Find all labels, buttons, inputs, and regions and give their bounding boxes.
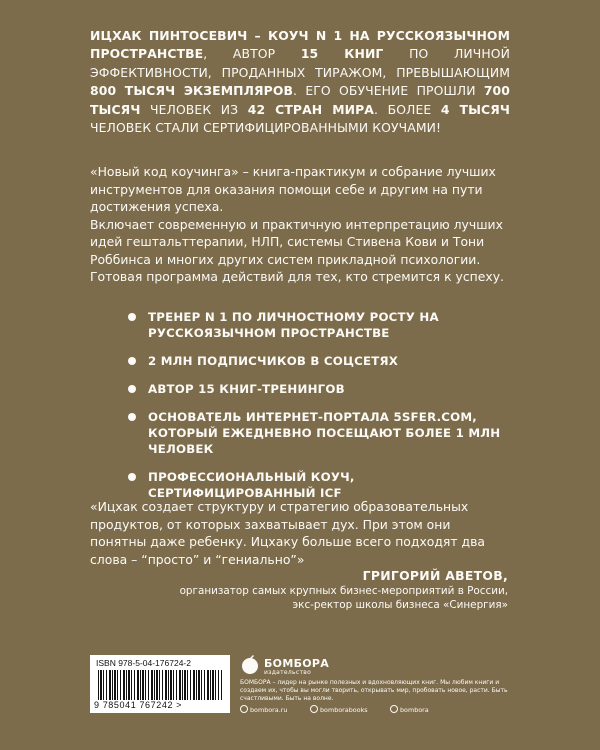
barcode <box>90 655 230 713</box>
publisher-slogan: БОМБОРА – лидер на рынке полезных и вдохновляющих книг. Мы любим книги и создаем их, чтобы вы могли творить, открывать мир, пробовать новое, расти. Быть счастливыми. Быть на волне. <box>240 679 508 702</box>
bio-text: . БОЛЕЕ <box>373 101 441 117</box>
barcode-bars <box>98 670 222 700</box>
bio-text: ЧЕЛОВЕК СТАЛИ СЕРТИФИЦИРОВАННЫМИ КОУЧАМИ! <box>90 120 442 136</box>
publisher-subtitle: издательство <box>264 669 312 676</box>
bio-text: . ЕГО ОБУЧЕНИЕ ПРОШЛИ <box>293 83 484 99</box>
publisher-name: БОМБОРА <box>264 657 330 670</box>
achievement-item <box>128 353 508 369</box>
achievement-text: ОСНОВАТЕЛЬ ИНТЕРНЕТ-ПОРТАЛА 5SFER.COM, КОТОРЫЙ ЕЖЕДНЕВНО ПОСЕЩАЮТ БОЛЕЕ 1 МЛН ЧЕЛОВЕК <box>148 410 501 456</box>
social-link-site[interactable] <box>240 705 287 714</box>
barcode-number: 9 785041 767242 > <box>94 700 183 710</box>
social-link-vk[interactable] <box>390 705 429 714</box>
social-link-instagram[interactable] <box>310 705 368 714</box>
testimonial-role <box>148 585 508 612</box>
testimonial-quote: «Ицхак создает структуру и стратегию образовательных продуктов, от которых захватывает дух. При этом они понятны даже ребенку. Ицхаку больше всего подходят два слова – “просто” и “гениально”» <box>90 499 486 567</box>
testimonial-author: ГРИГОРИЙ АВЕТОВ, <box>362 568 508 583</box>
achievement-text: АВТОР 15 КНИГ-ТРЕНИНГОВ <box>148 382 345 396</box>
achievement-text: ТРЕНЕР N 1 ПО ЛИЧНОСТНОМУ РОСТУ НА РУССКОЯЗЫЧНОМ ПРОСТРАНСТВЕ <box>148 310 439 340</box>
achievements-list <box>128 309 508 513</box>
bullet-dot-icon <box>128 385 136 393</box>
bio-highlight: ИЦХАК ПИНТОСЕВИЧ – КОУЧ N 1 НА РУССКОЯЗЫЧНОМ ПРОСТРАНСТВЕ <box>90 28 510 62</box>
bullet-dot-icon <box>128 413 136 421</box>
achievement-item <box>128 381 508 397</box>
bio-highlight: 4 ТЫСЯЧ <box>440 101 510 117</box>
role-line: организатор самых крупных бизнес-мероприятий в России, <box>179 585 508 597</box>
achievement-item <box>128 309 508 341</box>
instagram-icon <box>310 705 318 713</box>
achievement-item <box>128 469 508 501</box>
bio-text: ПО ЛИЧНОЙ ЭФФЕКТИВНОСТИ, ПРОДАННЫХ ТИРАЖОМ, ПРЕВЫШАЮЩИМ <box>90 46 510 80</box>
publisher-block <box>240 655 510 713</box>
bullet-dot-icon <box>128 313 136 321</box>
social-label: bomborabooks <box>320 706 368 714</box>
globe-icon <box>240 705 248 713</box>
vk-icon <box>390 705 398 713</box>
achievement-text: 2 МЛН ПОДПИСЧИКОВ В СОЦСЕТЯХ <box>148 354 399 368</box>
bio-highlight: 800 ТЫСЯЧ ЭКЗЕМПЛЯРОВ <box>90 83 294 99</box>
bio-highlight: 42 СТРАН МИРА <box>247 101 374 117</box>
social-label: bombora.ru <box>250 706 288 714</box>
bullet-dot-icon <box>128 473 136 481</box>
bio-text: , АВТОР <box>203 46 301 62</box>
achievement-text: ПРОФЕССИОНАЛЬНЫЙ КОУЧ, СЕРТИФИЦИРОВАННЫЙ ICF <box>148 470 355 500</box>
achievement-item <box>128 409 508 457</box>
bio-highlight: 15 КНИГ <box>300 46 384 62</box>
isbn-label: ISBN 978-5-04-176724-2 <box>96 658 191 668</box>
bio-highlight: 700 ТЫСЯЧ <box>90 83 510 117</box>
role-line: экс-ректор школы бизнеса «Синергия» <box>292 598 508 611</box>
social-label: bombora <box>400 706 429 714</box>
bullet-dot-icon <box>128 357 136 365</box>
description-paragraph-2: Включает современную и практичную интерпретацию лучших идей гештальттерапии, НЛП, системы Стивена Кови и Тони Роббинса и многих других систем прикладной психологии. Готовая программа действий для тех, кто стремится к успеху. <box>90 216 504 284</box>
bio-text: ЧЕЛОВЕК ИЗ <box>140 101 248 117</box>
description-paragraph-1: «Новый код коучинга» – книга-практикум и собрание лучших инструментов для оказания помощи себе и другим на пути достижения успеха. <box>90 164 496 214</box>
bombora-logo-icon <box>240 655 260 675</box>
book-description <box>90 163 510 286</box>
author-bio <box>90 27 510 137</box>
